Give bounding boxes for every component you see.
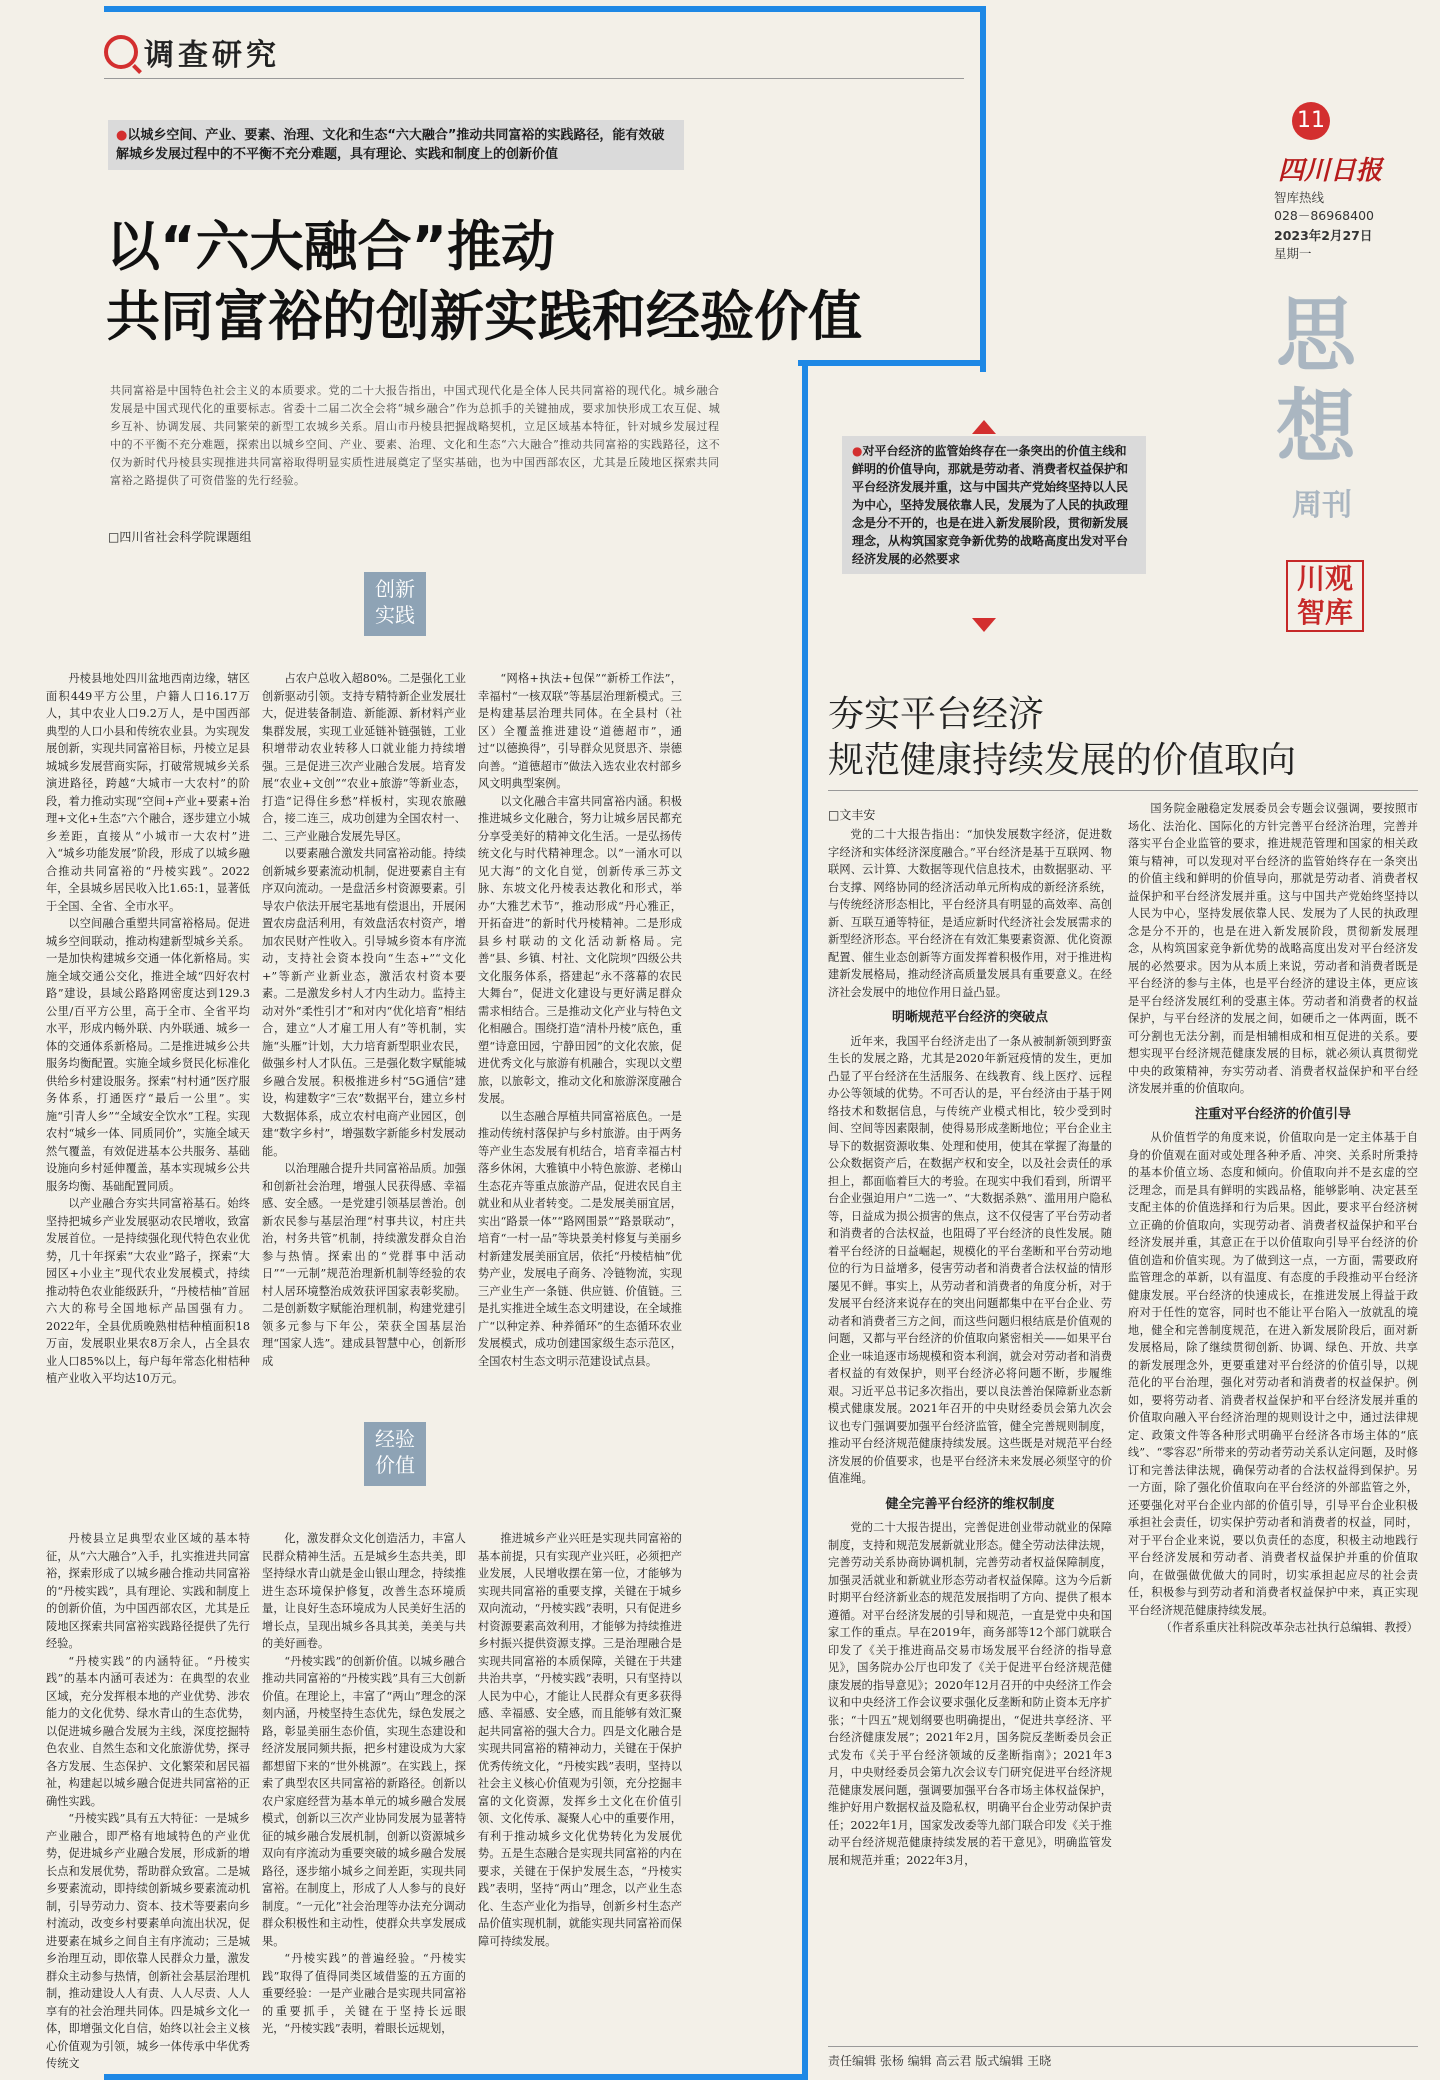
summary-bottom-triangle: [972, 618, 996, 632]
subheading: 健全完善平台经济的维权制度: [885, 1496, 1055, 1512]
subheading: 注重对平台经济的价值引导: [1194, 1106, 1351, 1122]
badge1-line2: 实践: [375, 603, 415, 627]
header-rule: [104, 78, 964, 79]
paragraph: 以生态融合厚植共同富裕底色。一是推动传统村落保护与乡村旅游。由于两务等产业生态发展有机结合，培育幸福古村落乡休闲，大雅镇中小特色旅游、老梯山生态花卉等重点旅游产品，促进农民自主就业和从业者转变。二是发展美丽宜居，实出“路景一体”“路网围景”“路景联动”，培育“一村一品”等块景美村修复与美丽乡村新建发展美丽宜居，依托“丹棱桔柚”优势产业，发展电子商务、冷链物流，实现三产业生产一条链、供应链、价值链。三是扎实推进全域生态文明建设，在全域推广“以种定养、种养循环”的生态循环农业发展模式，成功创建国家级生态示范区，全国农村生态文明示范建设试点县。: [478, 1109, 682, 1368]
title-line1: 以“六大融合”推动: [106, 215, 555, 278]
newspaper-logo: 四川日报: [1278, 156, 1383, 186]
bullet-icon: ●: [116, 128, 128, 143]
article-column-4: [46, 1530, 250, 2070]
paragraph: 以要素融合激发共同富裕动能。持续创新城乡要素流动机制，促进要素自主有序双向流动。一是盘活乡村资源要素。引导农户依法开展宅基地有偿退出，开展闲置农房盘活利用，有效盘活农村资产，增加农民财产性收入。引导城乡资本有序流动，支持社会资本投向“生态+”“文化+”等新产业新业态，激活农村资本要素。二是激发乡村人才内生动力。监持主动对外“柔性引才”和对内“优化培育”相结合，建立“人才雇工用人有”等机制，实施“头雁”计划，大力培育新型职业农民，做强乡村人才队伍。三是强化数字赋能城乡融合发展。积极推进乡村“5G通信”建设，构建数字“三农”数据平台，建立乡村大数据体系，成立农村电商产业园区，创建“数字乡村”，增强数字新能乡村发展动能。: [262, 847, 466, 1158]
byline: □四川省社会科学院课题组: [108, 530, 252, 544]
weekly-label: 周刊: [1292, 488, 1352, 523]
paragraph: 以文化融合丰富共同富裕内涵。积极推进城乡文化融合，努力让城乡居民都充分享受美好的精神文化生活。一是弘扬传统文化与时代精神理念。以“一涌水可以见大海”的文化自觉，创新传承三苏文脉、东坡文化丹棱表达教化和形式，举办“大雅艺术节”，推动形成“丹心雅正，开拓奋进”的新时代丹棱精神。二是形成县乡村联动的文化活动新格局。完善“县、乡镇、村社、文化院坝”四级公共文化服务体系，搭建起“永不落幕的农民大舞台”，促进文化建设与更好满足群众需求相结合。三是推动文化产业与特色文化相融合。围绕打造“清朴丹棱”底色，重塑“诗意田园，宁静田园”的文化农旅，促进优秀文化与旅游有机融合，实现以文塑旅，以旅彰文，推动文化和旅游深度融合发展。: [478, 794, 682, 1105]
paragraph: 国务院金融稳定发展委员会专题会议强调，要按照市场化、法治化、国际化的方针完善平台经济治理，完善并落实平台企业监管的要求，推进规范管理和国家的相关政策与精神，可以发现对平台经济的监管始终存在一条突出的价值主线和鲜明的价值导向，那就是劳动者、消费者权益保护和平台经济发展并重。这与中国共产党始终坚持以人民为中心，坚持发展依靠人民、发展为了人民的执政理念是分不开的，也是在进入新发展阶段，贯彻新发展理念，从构筑国家竞争新优势的战略高度出发对平台经济发展的必然要求。因为从本质上来说，劳动者和消费者既是平台经济的参与主体，也是平台经济的建设主体，更应该是平台经济发展红利的受惠主体。劳动者和消费者的权益保护，与平台经济的发展之间，如硬币之一体两面，既不可分割也无法分割，而是相辅相成和相互促进的关系。要想实现平台经济规范健康发展的目标，就必须认真贯彻党中央的政策精神，夯实劳动者、消费者权益保护和平台经济发展并重的价值取向。: [1128, 802, 1418, 1095]
section-header: [104, 30, 280, 74]
subheading: 明晰规范平台经济的突破点: [891, 1010, 1048, 1025]
bullet-icon-2: ●: [852, 444, 863, 458]
lead-summary: [108, 120, 684, 170]
paragraph: “丹棱实践”的内涵特征。“丹棱实践”的基本内涵可表述为：在典型的农业区域，充分发挥根本地的产业优势、涉农能力的文化优势、绿水青山的生态优势，以促进城乡融合发展为主线，深度挖掘特色农业、自然生态和文化旅游优势，探寻各方发展、生态保护、文化繁荣和居民福祉，构建起以城乡融合促进共同富裕的正确性实践。: [46, 1654, 250, 1808]
paragraph: 从价值哲学的角度来说，价值取向是一定主体基于自身的价值观在面对或处理各种矛盾、冲突、关系时所秉持的基本价值立场、态度和倾向。价值取向并不是玄虚的空泛理念，而是具有鲜明的实践品格，能够影响、决定甚至支配主体的价值选择和行为后果。因此，要求平台经济树立正确的价值取向，实现劳动者、消费者权益保护和平台经济发展并重，其意正在于以价值取向引导平台经济的价值创造和价值实现。为了做到这一点，一方面，需要政府监管理念的革新，以有温度、有态度的手段推动平台经济健康发展。平台经济的快速成长，在推进发展上得益于政府对于任性的宽容，同时也不能让平台陷入一放就乱的境地，健全和完善制度规范，在进入新发展阶段后，面对新发展格局，除了继续贯彻创新、协调、绿色、开放、共享的新发展理念外，更要重建对平台经济的价值引导，以规范化的平台治理，强化对劳动者和消费者的权益保护。例如，要将劳动者、消费者权益保护和平台经济发展并重的价值取向融入平台经济治理的规则设计之中，通过法律规定、政策文件等各种形式明确平台经济各市场主体的“底线”、“零容忍”所带来的劳动者劳动关系认定问题，及时修订和完善法律法规，确保劳动者的合法权益得到保护。另一方面，除了强化价值取向在平台经济的外部监管之外，还要强化对平台企业内部的价值引导，引导平台企业积极承担社会责任，切实保护劳动者和消费者的权益，同时，对于平台企业来说，要以负责任的态度，积极主动地践行平台经济发展和劳动者、消费者权益保护并重的价值取向，在做强做优做大的同时，切实承担起应尽的社会责任，积极参与到劳动者和消费者权益保护中来，真正实现平台经济规范健康持续发展。: [1128, 1131, 1418, 1617]
article-column-6: [478, 1530, 682, 2070]
right-article-title: [828, 692, 1296, 784]
paragraph: 以治理融合提升共同富裕品质。加强和创新社会治理，增强人民获得感、幸福感、安全感。一是党建引领基层善治。创新农民参与基层治理“村事共议，村庄共治，村务共管”机制，持续激发群众自治参与热情。探索出的“党群事中活动日”“一元制”规范治理新机制等经验的农村人居环境整治成效获评国家表彰奖励。二是创新数字赋能治理机制，构建党建引领多元参与下年公，荣获全国基层治理“国家人选”。建成县智慧中心，创新形成: [262, 1162, 466, 1368]
summary-top-triangle: [972, 420, 996, 434]
lead-summary-text: 以城乡空间、产业、要素、治理、文化和生态“六大融合”推动共同富裕的实践路径，能有效破解城乡发展过程中的不平衡不充分难题，具有理论、实践和制度上的创新价值: [116, 128, 665, 162]
paragraph: 党的二十大报告指出：“加快发展数字经济，促进数字经济和实体经济深度融合。”平台经济是基于互联网、物联网、云计算、大数据等现代信息技术，由数据驱动、平台支撑、网络协同的经济活动单元所构成的新经济系统，与传统经济形态相比，平台经济具有明显的高效率、高创新、互联互通等特征，是适应新时代经济社会发展需求的新型经济形态。平台经济在有效汇集要素资源、优化资源配置、催生业态创新等方面发挥着积极作用，对于推进构建新发展格局，推动经济高质量发展具有重要意义。在经济社会发展中的地位作用日益凸显。: [828, 828, 1112, 999]
page-title: [106, 212, 862, 352]
paragraph: 党的二十大报告提出，完善促进创业带动就业的保障制度，支持和规范发展新就业形态。健全劳动法律法规，完善劳动关系协商协调机制，完善劳动者权益保障制度，加强灵活就业和新就业形态劳动者权益保障。这为今后新时期平台经济新业态的规范发展指明了方向、提供了根本遵循。对平台经济发展的引导和规范，一直是党中央和国家工作的重点。早在2019年，商务部等12个部门就联合印发了《关于推进商品交易市场发展平台经济的指导意见》，国务院办公厅也印发了《关于促进平台经济规范健康发展的指导意见》；2020年12月召开的中央经济工作会议和中央经济工作会议要求强化反垄断和防止资本无序扩张；“十四五”规划纲要也明确提出，“促进共享经济、平台经济健康发展”；2021年2月，国务院反垄断委员会正式发布《关于平台经济领域的反垄断指南》；2021年3月，中央财经委员会第九次会议专门研究促进平台经济规范健康发展问题，强调要加强平台各市场主体权益保护，维护好用户数据权益及隐私权，明确平台企业劳动保护责任；2022年1月，国家发改委等九部门联合印发《关于推动平台经济规范健康持续发展的若干意见》，明确监管发展和规范并重；2022年3月，: [828, 1521, 1112, 1867]
hotline-number: 028－86968400: [1274, 208, 1374, 223]
right-title-line2: 规范健康持续发展的价值取向: [828, 740, 1297, 781]
paragraph: “丹棱实践”的普遍经验。“丹棱实践”取得了值得同类区域借鉴的五方面的重要经验：一是产业融合是实现共同富裕的重要抓手，关键在于坚持长远眼光，“丹棱实践”表明，着眼长远规划，: [262, 1952, 466, 2035]
footer-rule: [828, 2046, 1418, 2047]
zhiku-line1: 川观: [1296, 562, 1353, 595]
think-tank-stamp: [1286, 560, 1364, 632]
right-title-rule: [828, 790, 1418, 791]
right-byline: □文丰安: [828, 808, 876, 822]
article-column-1: [46, 670, 250, 1385]
article-column-5: [262, 1530, 466, 2070]
paragraph: 以产业融合夯实共同富裕基石。始终坚持把城乡产业发展驱动农民增收，致富发展首位。一是持续强化现代特色农业优势，几十年探索“大农业”路子，探索“大园区+小业主”现代农业发展模式，持续推动特色农业能级跃升，“丹棱桔柚”首屈六大的称号全国地标产品国强有力。2022年，全县优质晚熟柑桔种植面积18万亩，发展职业果农8万余人，占全县农业人口85%以上，每户每年常态化柑桔种植产业收入平均达10万元。: [46, 1197, 250, 1385]
paragraph: 推进城乡产业兴旺是实现共同富裕的基本前提，只有实现产业兴旺，必须把产业发展，人民增收摆在第一位，才能够为实现共同富裕的重要支撑，关键在于城乡双向流动，“丹棱实践”表明，只有促进乡村资源要素高效利用，才能够为持续推进乡村振兴提供资源支撑。三是治理融合是实现共同富裕的本质保障，关键在于共建共治共享，“丹棱实践”表明，只有坚持以人民为中心，才能让人民群众有更多获得感、幸福感、安全感，而且能够有效汇聚起共同富裕的强大合力。四是文化融合是实现共同富裕的精神动力，关键在于保护优秀传统文化，“丹棱实践”表明，坚持以社会主义核心价值观为引领，充分挖掘丰富的文化资源，发挥乡土文化在价值引领、文化传承、凝聚人心中的重要作用，有利于推动城乡文化优势转化为发展优势。五是生态融合是实现共同富裕的内在要求，关键在于保护发展生态，“丹棱实践”表明，坚持“两山”理念，以产业生态化、生态产业化为指导，创新乡村生态产品价值实现机制，就能实现共同富裕而保障可持续发展。: [478, 1532, 682, 1948]
hotline-label: 智库热线: [1274, 190, 1325, 205]
section-badge-innovation: [364, 572, 426, 636]
badge1-line1: 创新: [375, 577, 415, 601]
frame-step: [798, 360, 986, 366]
think-char2: 想: [1276, 381, 1356, 474]
right-lead-summary: [842, 436, 1146, 574]
section-label: 调查研究: [144, 38, 280, 73]
paragraph: 以空间融合重塑共同富裕格局。促进城乡空间联动，推动构建新型城乡关系。一是加快构建城乡交通一体化新格局。实施全域交通公交化，推进全域“四好农村路”建设，县域公路路网密度达到129.3公里/百平方公里，高于全市、全省平均水平，形成内畅外联、内外联通、城乡一体的交通体系新格局。二是推进城乡公共服务均衡配置。实施全域乡贤民化标准化供给乡村建设服务。探索“村村通”医疗服务体系，打通医疗“最后一公里”。实施“引青人乡”“全域安全饮水”工程。实现农村“城乡一体、同质同价”，实施全域天然气覆盖，有效促进基本公共服务、基础设施向乡村延伸覆盖，基本实现城乡公共服务均衡、基础配置同质。: [46, 917, 250, 1193]
page-number: 11: [1292, 102, 1330, 140]
badge2-line1: 经验: [375, 1427, 415, 1451]
paragraph: 化，激发群众文化创造活力，丰富人民群众精神生活。五是城乡生态共美，即坚持绿水青山就是金山银山理念，持续推进生态环境保护修复，改善生态环境质量，让良好生态环境成为人民美好生活的增长点，呈现出城乡各具其美，美美与共的美好画卷。: [262, 1532, 466, 1650]
paragraph: 近年来，我国平台经济走出了一条从被制新领到野蛮生长的发展之路，尤其是2020年新冠疫情的发生，更加凸显了平台经济在生活服务、在线教育、线上医疗、远程办公等领域的优势。不可否认的是，平台经济由于基于网络技术和数据信息，与传统产业模式相比，较少受到时间、空间等因素限制，使得易形成垄断地位；平台企业主导下的数据资源收集、处理和使用，使其在掌握了海量的公众数据资产后，在数据产权和安全，以及社会责任的承担上，都面临着巨大的考验。在现实中我们看到，所谓平台企业强迫用户“二选一”、“大数据杀熟”、滥用用户隐私等，日益成为损公损害的焦点，这不仅侵害了平台劳动者和消费者的合法权益，也阻碍了平台经济的良性发展。随着平台经济的日益崛起，规模化的平台垄断和平台劳动地位的行为日益增多，侵害劳动者和消费者合法权益的情形屡见不鲜。事实上，从劳动者和消费者的角度分析，对于发展平台经济来说存在的突出问题都集中在平台企业、劳动者和消费者三方之间，而这些问题归根结底是价值观的问题，又都与平台经济的价值取向紧密相关——如果平台企业一味追逐市场规模和资本利润，就会对劳动者和消费者权益的有效保护，则平台经济必将问题不断，步履维艰。习近平总书记多次指出，要以良法善治保障新业态新模式健康发展。2021年召开的中央财经委员会第九次会议也专门强调要加强平台经济监管，健全完善规则制度，推动平台经济规范健康持续发展。这些既是对规范平台经济发展的价值要求，也是平台经济未来发展必须坚守的价值准绳。: [828, 1034, 1112, 1485]
title-line2: 共同富裕的创新实践和经验价值: [106, 285, 862, 348]
right-column-1: [828, 826, 1112, 2042]
paragraph: “网格+执法+包保”“新桥工作法”，幸福村“一核双联”等基层治理新模式。三是构建基层治理共同体。在全县村（社区）全覆盖推进建设“道德超市”，通过“以德换得”，引导群众见贤思齐、崇德向善。“道德超市”做法入选农业农村部乡风文明典型案例。: [478, 672, 682, 790]
article-column-3: [478, 670, 682, 1368]
right-title-line1: 夯实平台经济: [828, 694, 1045, 735]
right-lead-text: 对平台经济的监管始终存在一条突出的价值主线和鲜明的价值导向，那就是劳动者、消费者权益保护和平台经济发展并重，这与中国共产党始终坚持以人民为中心，坚持发展依靠人民，发展为了人民的执政理念是分不开的，也是在进入新发展阶段，贯彻新发展理念，从构筑国家竞争新优势的战略高度出发对平台经济发展的必然要求: [852, 444, 1129, 566]
issue-date: 2023年2月27日: [1274, 228, 1373, 243]
paragraph: 丹棱县立足典型农业区域的基本特征，从“六大融合”入手，扎实推进共同富裕，探索形成了以城乡融合推动共同富裕的“丹棱实践”，具有理论、实践和制度上的创新价值，为中国西部农区，尤其是丘陵地区探索共同富裕实践路径提供了先行经验。: [46, 1532, 250, 1650]
paragraph: “丹棱实践”具有五大特征：一是城乡产业融合，即严格有地域特色的产业优势，促进城乡产业融合发展，形成新的增长点和发展优势，帮助群众致富。二是城乡要素流动，即持续创新城乡要素流动机制，引导劳动力、资本、技术等要素向乡村流动，改变乡村要素单向流出状况，促进要素在城乡之间自主有序流动；三是城乡治理互动，即依靠人民群众力量，激发群众主动参与热情，创新社会基层治理机制，推动建设人人有责、人人尽责、人人享有的社会治理共同体。四是城乡文化一体，即增强文化自信，始终以社会主义核心价值观为引领，城乡一体传承中华优秀传统文: [46, 1812, 250, 2070]
badge2-line2: 价值: [375, 1453, 415, 1477]
thought-weekly-title: [1276, 290, 1356, 474]
intro-paragraph: 共同富裕是中国特色社会主义的本质要求。党的二十大报告指出，中国式现代化是全体人民共同富裕的现代化。城乡融合发展是中国式现代化的重要标志。省委十二届二次全会将“城乡融合”作为总抓手的关键抽成，要求加快形成工农互促、城乡互补、协调发展、共同繁荣的新型工农城乡关系。眉山市丹棱县把握战略契机，立足区域基本特征，针对城乡发展过程中的不平衡不充分难题，探索出以城乡空间、产业、要素、治理、文化和生态“六大融合”推动共同富裕的实践路径，这不仅为新时代丹棱县实现推进共同富裕取得明显实质性进展奠定了坚实基础，也为中国西部农区，尤其是丘陵地区探索共同富裕之路提供了可资借鉴的先行经验。: [110, 384, 721, 487]
issue-weekday: 星期一: [1274, 246, 1312, 261]
search-icon: [104, 35, 138, 69]
author-note: （作者系重庆社科院改革杂志社执行总编辑、教授）: [1160, 1621, 1418, 1634]
paragraph: 丹棱县地处四川盆地西南边缘，辖区面积449平方公里，户籍人口16.17万人，其中农业人口9.2万人，是中国西部典型的人口小县和传统农业县。为实现发展创新，实现共同富裕目标，丹棱立足县城城乡发展营商实际，打破常规城乡关系演进路径，跨越“大城市一大农村”的阶段，着力推动实现“空间+产业+要素+治理+文化+生态”六个融合，逐步建立小城乡差距，直接从“小城市一大农村”进入“城乡功能发展”阶段，形成了以城乡融合推动共同富裕的“丹棱实践”。2022年，全县城乡居民收入比1.65:1，显著低于全国、全省、全市水平。: [46, 672, 250, 913]
article-column-2: [262, 670, 466, 1368]
paragraph: “丹棱实践”的创新价值。以城乡融合推动共同富裕的“丹棱实践”具有三大创新价值。在理论上，丰富了“两山”理念的深刻内涵，丹棱坚持生态优先，绿色发展之路，彰显美丽生态价值，实现生态建设和经济发展同频共振，把乡村建设成为大家都想留下来的“世外桃源”。在实践上，探索了典型农区共同富裕的新路径。创新以农户家庭经营为基本单元的城乡融合发展模式，创新以三次产业协同发展为显著特征的城乡融合发展机制，创新以资源城乡双向有序流动为重要突破的城乡融合发展路径，逐步缩小城乡之间差距，实现共同富裕。在制度上，形成了人人参与的良好制度。“一元化”社会治理等办法充分调动群众积极性和主动性，使群众共享发展成果。: [262, 1654, 466, 1948]
right-column-2: [1128, 800, 1418, 2042]
paragraph: 占农户总收入超80%。二是强化工业创新驱动引领。支持专精特新企业发展壮大，促进装备制造、新能源、新材料产业集群发展，实现工业延链补链强链，工业积增带动农业转移人口就业能力持续增强。三是促进三次产业融合发展。培育发展“农业+文创”“农业+旅游”等新业态，打造“记得住乡愁”样板村，实现农旅融合，接二连三，成功创建为全国农村一、二、三产业融合发展先导区。: [262, 672, 466, 843]
think-char1: 思: [1276, 289, 1356, 382]
zhiku-line2: 智库: [1296, 596, 1353, 629]
section-badge-value: [364, 1422, 426, 1486]
editor-credits: 责任编辑 张杨 编辑 高云君 版式编辑 王晓: [828, 2054, 1052, 2068]
